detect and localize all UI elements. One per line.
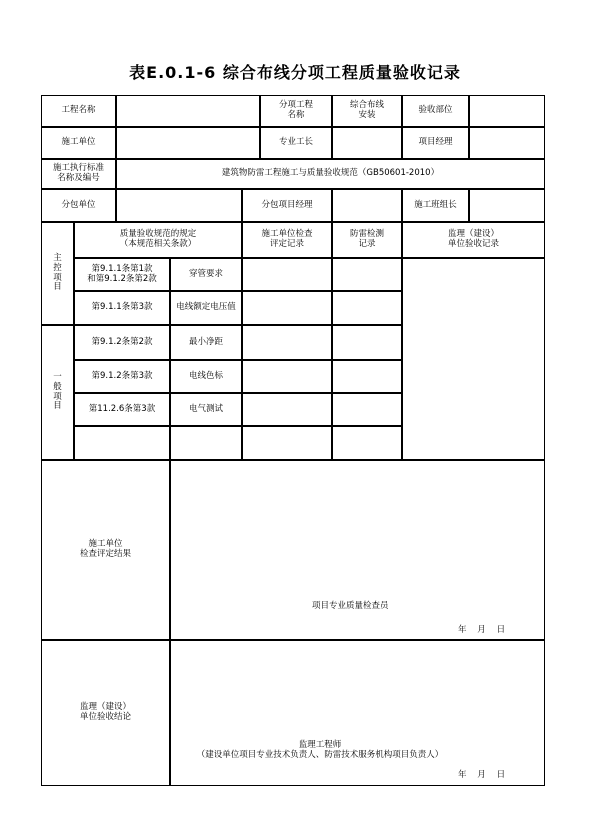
- general-items-label: 一 般 项 目: [41, 325, 74, 460]
- subitem-name-value: 综合布线 安装: [332, 95, 402, 127]
- standard-label: 施工执行标准 名称及编号: [41, 159, 116, 189]
- table-row-item: 电线额定电压值: [170, 291, 242, 325]
- project-manager-label: 项目经理: [402, 127, 469, 159]
- table-row-detect[interactable]: [332, 360, 402, 393]
- table-row-check[interactable]: [242, 258, 332, 291]
- subcontractor-label: 分包单位: [41, 189, 116, 222]
- construction-unit-label: 施工单位: [41, 127, 116, 159]
- construction-unit-value[interactable]: [116, 127, 260, 159]
- table-row-clause: 第9.1.2条第2款: [74, 325, 170, 360]
- supervision-result-date: 年 月 日: [458, 770, 506, 780]
- quality-inspector-label: 项目专业质量检查员: [312, 601, 389, 611]
- construction-result-label: 施工单位 检查评定结果: [41, 460, 170, 640]
- subcontractor-value[interactable]: [116, 189, 242, 222]
- sub-pm-label: 分包项目经理: [242, 189, 332, 222]
- table-row-check[interactable]: [242, 360, 332, 393]
- acceptance-part-value[interactable]: [469, 95, 545, 127]
- main-items-label: 主 控 项 目: [41, 222, 74, 325]
- acceptance-part-label: 验收部位: [402, 95, 469, 127]
- team-leader-value[interactable]: [469, 189, 545, 222]
- table-row-item: 电线色标: [170, 360, 242, 393]
- table-row-detect[interactable]: [332, 325, 402, 360]
- table-row-clause[interactable]: [74, 426, 170, 460]
- table-row-item: 穿管要求: [170, 258, 242, 291]
- project-name-value[interactable]: [116, 95, 260, 127]
- table-row-check[interactable]: [242, 325, 332, 360]
- team-leader-label: 施工班组长: [402, 189, 469, 222]
- table-row-check[interactable]: [242, 291, 332, 325]
- spec-header: 质量验收规范的规定 （本规范相关条款）: [74, 222, 242, 258]
- detect-header: 防雷检测 记录: [332, 222, 402, 258]
- table-row-clause: 第9.1.1条第3款: [74, 291, 170, 325]
- professional-foreman-value[interactable]: [332, 127, 402, 159]
- professional-foreman-label: 专业工长: [260, 127, 332, 159]
- table-row-detect[interactable]: [332, 426, 402, 460]
- construction-result-date: 年 月 日: [458, 625, 506, 635]
- subitem-name-label: 分项工程 名称: [260, 95, 332, 127]
- construction-result-cell[interactable]: [170, 460, 545, 640]
- supervision-result-cell[interactable]: [170, 640, 545, 786]
- check-header: 施工单位检查 评定记录: [242, 222, 332, 258]
- supervision-engineer-label: 监理工程师 （建设单位项目专业技术负责人、防雷技术服务机构项目负责人）: [196, 740, 444, 761]
- project-manager-value[interactable]: [469, 127, 545, 159]
- supervise-header: 监理（建设） 单位验收记录: [402, 222, 545, 258]
- project-name-label: 工程名称: [41, 95, 116, 127]
- sub-pm-value[interactable]: [332, 189, 402, 222]
- table-row-check[interactable]: [242, 426, 332, 460]
- table-row-detect[interactable]: [332, 258, 402, 291]
- table-row-item[interactable]: [170, 426, 242, 460]
- supervision-result-label: 监理（建设） 单位验收结论: [41, 640, 170, 786]
- supervise-record-cell[interactable]: [402, 258, 545, 460]
- table-row-clause: 第11.2.6条第3款: [74, 393, 170, 426]
- page-title: 表E.0.1-6 综合布线分项工程质量验收记录: [129, 63, 461, 82]
- table-row-check[interactable]: [242, 393, 332, 426]
- table-row-clause: 第9.1.2条第3款: [74, 360, 170, 393]
- table-row-item: 最小净距: [170, 325, 242, 360]
- standard-value: 建筑物防雷工程施工与质量验收规范（GB50601-2010）: [116, 159, 545, 189]
- table-row-detect[interactable]: [332, 393, 402, 426]
- table-row-detect[interactable]: [332, 291, 402, 325]
- table-row-item: 电气测试: [170, 393, 242, 426]
- table-row-clause: 第9.1.1条第1款 和第9.1.2条第2款: [74, 258, 170, 291]
